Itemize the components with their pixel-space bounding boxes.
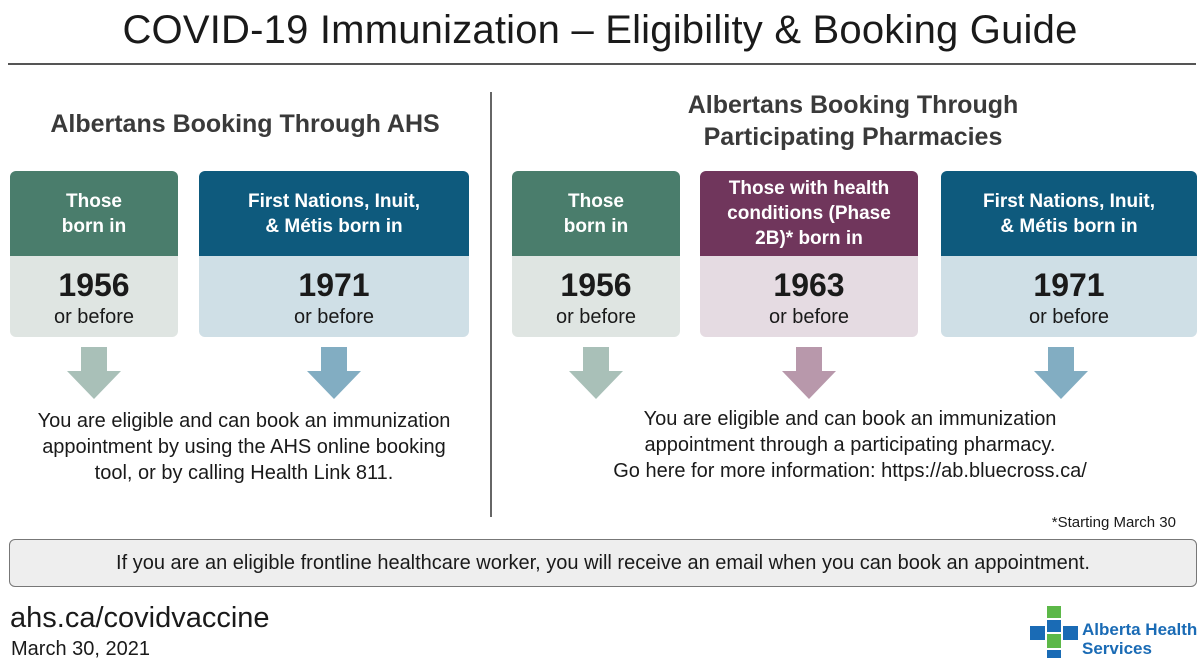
card-suffix: or before (1028, 306, 1110, 328)
card-header (10, 171, 178, 256)
card-header-line: First Nations, Inuit, (247, 190, 421, 212)
logo-line: Services (1082, 639, 1152, 658)
card-suffix: or before (555, 306, 637, 328)
down-arrow-icon (569, 347, 623, 399)
ahs-section-heading: Albertans Booking Through AHS (50, 110, 440, 138)
ahs-card-indigenous (199, 171, 469, 337)
card-header (700, 171, 918, 256)
card-body (700, 256, 918, 337)
info-line: Go here for more information: https://ab.bluecross.ca/ (613, 460, 1087, 482)
card-header-line: conditions (Phase (727, 203, 891, 224)
card-year: 1971 (1033, 267, 1105, 303)
ahs-logo (1030, 606, 1200, 662)
ahs-card-general (10, 171, 178, 337)
card-header (512, 171, 680, 256)
card-body (199, 256, 469, 337)
logo-line: Alberta Health (1082, 620, 1198, 639)
section-divider (490, 92, 492, 517)
heading-line: Albertans Booking Through (687, 91, 1019, 119)
pharmacy-card-indigenous (941, 171, 1197, 337)
card-header-line: 2B)* born in (755, 228, 863, 249)
down-arrow-icon (782, 347, 836, 399)
card-header (941, 171, 1197, 256)
card-year: 1971 (298, 267, 370, 303)
card-suffix: or before (53, 306, 135, 328)
info-line: tool, or by calling Health Link 811. (94, 462, 394, 484)
banner-text: If you are an eligible frontline healthcare worker, you will receive an email when you can book an appointment. (116, 551, 1090, 574)
card-suffix: or before (768, 306, 850, 328)
card-year: 1956 (560, 267, 632, 303)
pharmacy-card-health-conditions (700, 171, 918, 337)
card-suffix: or before (293, 306, 375, 328)
card-header-line: Those (568, 190, 624, 212)
pharmacy-card-general (512, 171, 680, 337)
info-line: You are eligible and can book an immunization (37, 410, 451, 432)
card-year: 1963 (773, 267, 845, 303)
card-body (941, 256, 1197, 337)
info-line: appointment by using the AHS online booking (42, 436, 446, 458)
ahs-info-text (10, 408, 478, 486)
down-arrow-icon (307, 347, 361, 399)
card-header-line: Those with health (728, 178, 890, 199)
card-header-line: born in (61, 215, 127, 237)
card-header-line: born in (563, 215, 629, 237)
down-arrow-icon (1034, 347, 1088, 399)
footnote: *Starting March 30 (1051, 514, 1176, 531)
title-divider (8, 63, 1196, 65)
pharmacy-info-text (520, 406, 1180, 484)
card-header (199, 171, 469, 256)
card-header-line: & Métis born in (1000, 215, 1138, 237)
footer-url: ahs.ca/covidvaccine (10, 602, 270, 634)
down-arrow-icon (67, 347, 121, 399)
ahs-cross-logo-icon (1030, 606, 1078, 658)
info-line: appointment through a participating pharmacy. (644, 434, 1056, 456)
logo-text (1082, 620, 1197, 658)
card-header-line: & Métis born in (265, 215, 403, 237)
card-body (512, 256, 680, 337)
page-title: COVID-19 Immunization – Eligibility & Booking Guide (122, 8, 1078, 52)
card-header-line: First Nations, Inuit, (982, 190, 1156, 212)
footer-date: March 30, 2021 (11, 638, 150, 660)
heading-line: Participating Pharmacies (703, 123, 1003, 151)
card-header-line: Those (66, 190, 122, 212)
card-year: 1956 (58, 267, 130, 303)
card-body (10, 256, 178, 337)
frontline-worker-banner (9, 539, 1197, 587)
info-line: You are eligible and can book an immunization (643, 408, 1057, 430)
pharmacy-section-heading (503, 89, 1200, 153)
